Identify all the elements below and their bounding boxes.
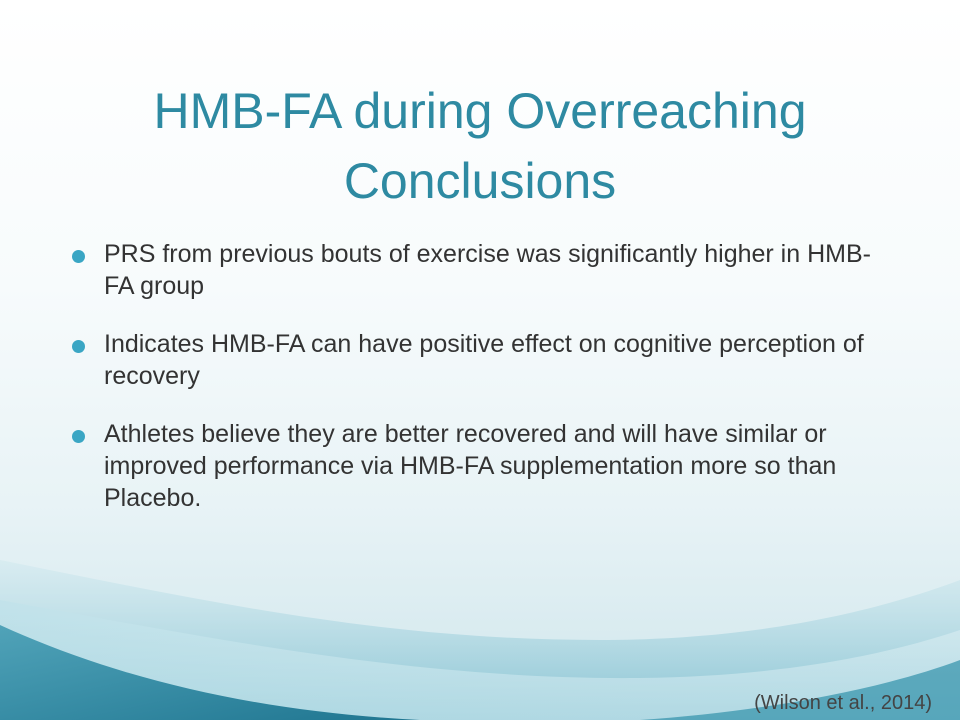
bullet-text: Athletes believe they are better recovered and will have similar or improved performance via HMB-FA supplementation more so than Placebo. [104,420,837,512]
bullet-dot-icon [72,340,85,353]
slide-title: HMB-FA during Overreaching Conclusions [153,83,807,209]
citation: (Wilson et al., 2014) [754,692,932,714]
bullet-item [72,418,872,514]
bullet-list [72,238,872,540]
bullet-text: PRS from previous bouts of exercise was significantly higher in HMB-FA group [104,240,871,300]
bullet-item [72,238,872,302]
bullet-dot-icon [72,430,85,443]
bullet-item [72,328,872,392]
bullet-dot-icon [72,250,85,263]
bullet-text: Indicates HMB-FA can have positive effect on cognitive perception of recovery [104,330,864,390]
